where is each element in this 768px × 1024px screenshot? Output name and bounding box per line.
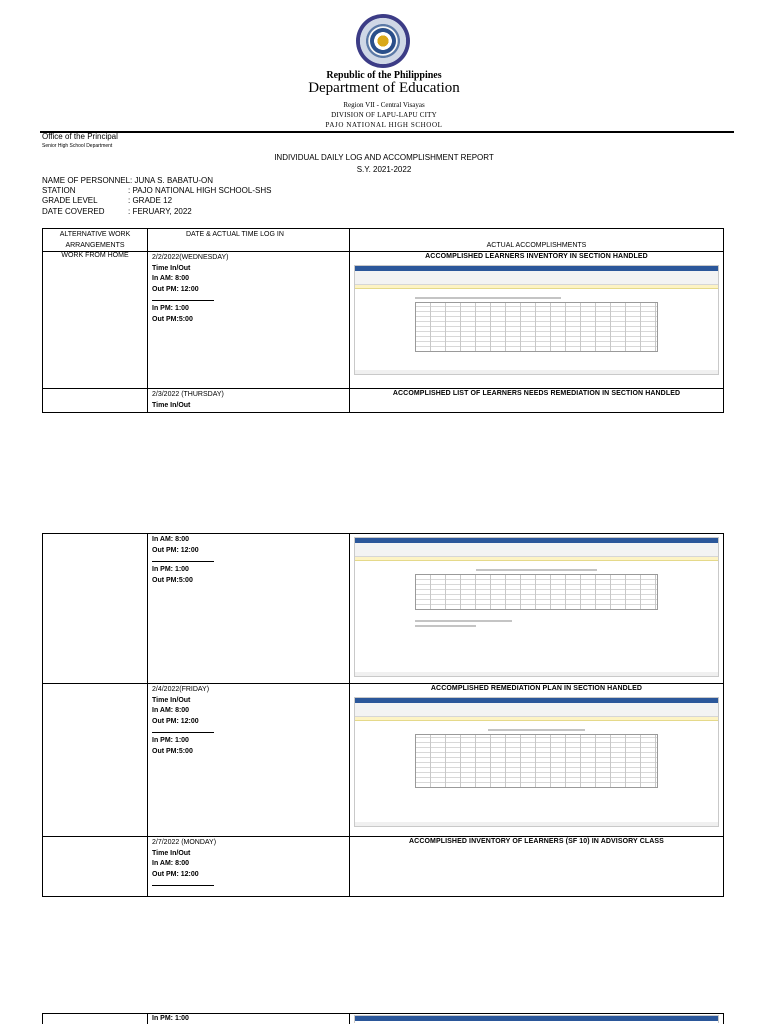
entry-date: 2/7/2022 (MONDAY) bbox=[152, 839, 217, 846]
time-log-cell bbox=[148, 534, 350, 684]
out-pm-noon: Out PM: 12:00 bbox=[152, 546, 199, 554]
info-name-row bbox=[42, 176, 271, 186]
department-title: Department of Education bbox=[308, 80, 460, 96]
in-pm: In PM: 1:00 bbox=[152, 305, 189, 312]
entry-date: 2/2/2022(WEDNESDAY) bbox=[152, 254, 229, 261]
personnel-info bbox=[42, 176, 271, 217]
out-pm-noon: Out PM: 12:00 bbox=[152, 717, 199, 725]
header-arrangement: ALTERNATIVE WORK ARRANGEMENTS bbox=[43, 229, 148, 252]
time-log-cell bbox=[148, 252, 350, 389]
table-header-row bbox=[43, 229, 724, 252]
document-screenshot bbox=[354, 697, 719, 827]
school-line: PAJO NATIONAL HIGH SCHOOL bbox=[325, 121, 443, 129]
entry-date: 2/4/2022(FRIDAY) bbox=[152, 686, 210, 693]
office-block bbox=[42, 132, 118, 149]
log-table-3 bbox=[42, 1013, 724, 1024]
arrangement-cell bbox=[43, 684, 148, 837]
in-pm: In PM: 1:00 bbox=[152, 1015, 189, 1022]
log-table-1 bbox=[42, 228, 724, 413]
document-screenshot bbox=[354, 265, 719, 375]
log-table-2 bbox=[42, 533, 724, 897]
station-value: : PAJO NATIONAL HIGH SCHOOL-SHS bbox=[128, 186, 272, 196]
time-log-cell bbox=[148, 837, 350, 897]
in-am: In AM: 8:00 bbox=[152, 707, 190, 714]
republic-line: Republic of the Philippines bbox=[326, 70, 442, 81]
deped-seal bbox=[356, 14, 410, 68]
info-grade-row bbox=[42, 196, 271, 206]
table-row bbox=[43, 684, 724, 837]
header-accomplishment: ACTUAL ACCOMPLISHMENTS bbox=[350, 229, 724, 252]
accomplishment-text: ACCOMPLISHED LEARNERS INVENTORY IN SECTION HANDLED bbox=[425, 253, 648, 260]
division-line: DIVISION OF LAPU-LAPU CITY bbox=[331, 111, 437, 119]
in-pm: In PM: 1:00 bbox=[152, 737, 189, 744]
time-log-cell bbox=[148, 684, 350, 837]
table-row bbox=[43, 534, 724, 684]
info-station-row bbox=[42, 186, 271, 196]
station-label: STATION bbox=[42, 186, 76, 196]
document-screenshot bbox=[354, 537, 719, 677]
out-pm-five: Out PM:5:00 bbox=[152, 747, 193, 755]
arrangement-cell: WORK FROM HOME bbox=[43, 252, 148, 389]
info-date-row bbox=[42, 207, 271, 217]
date-label: DATE COVERED bbox=[42, 206, 105, 216]
name-value: JUNA S. BABATU-ON bbox=[134, 176, 214, 185]
out-pm-noon: Out PM: 12:00 bbox=[152, 870, 199, 878]
table-row bbox=[43, 837, 724, 897]
accomplishment-cell bbox=[350, 684, 724, 837]
accomplishment-cell bbox=[350, 389, 724, 413]
grade-label: GRADE LEVEL bbox=[42, 196, 98, 206]
document-screenshot bbox=[354, 1015, 719, 1023]
arrangement-cell bbox=[43, 534, 148, 684]
accomplishment-cell bbox=[350, 837, 724, 897]
out-pm-noon: Out PM: 12:00 bbox=[152, 285, 199, 293]
office-title: Office of the Principal bbox=[42, 132, 118, 141]
date-value: : FERUARY, 2022 bbox=[128, 206, 192, 216]
accomplishment-text: ACCOMPLISHED INVENTORY OF LEARNERS (SF 10) IN ADVISORY CLASS bbox=[409, 838, 664, 845]
arrangement-cell bbox=[43, 389, 148, 413]
in-pm: In PM: 1:00 bbox=[152, 566, 189, 573]
office-subtitle: Senior High School Department bbox=[42, 143, 113, 149]
time-log-cell bbox=[148, 1014, 350, 1024]
in-am: In AM: 8:00 bbox=[152, 536, 190, 543]
time-log-cell bbox=[148, 389, 350, 413]
accomplishment-cell bbox=[350, 252, 724, 389]
accomplishment-text: ACCOMPLISHED REMEDIATION PLAN IN SECTION HANDLED bbox=[430, 685, 643, 692]
time-in-out-label: Time In/Out bbox=[152, 849, 191, 857]
header-divider bbox=[40, 131, 734, 133]
table-row bbox=[43, 389, 724, 413]
arrangement-cell bbox=[43, 1014, 148, 1024]
time-in-out-label: Time In/Out bbox=[152, 264, 191, 272]
report-title: INDIVIDUAL DAILY LOG AND ACCOMPLISHMENT REPORT bbox=[274, 153, 494, 162]
time-in-out-label: Time In/Out bbox=[152, 401, 191, 409]
table-row bbox=[43, 1014, 724, 1024]
school-year: S.Y. 2021-2022 bbox=[356, 165, 412, 174]
out-pm-five: Out PM:5:00 bbox=[152, 315, 193, 323]
entry-date: 2/3/2022 (THURSDAY) bbox=[152, 391, 224, 398]
arrangement-cell bbox=[43, 837, 148, 897]
in-am: In AM: 8:00 bbox=[152, 860, 190, 867]
header-date: DATE & ACTUAL TIME LOG IN bbox=[148, 229, 350, 252]
grade-value: : GRADE 12 bbox=[128, 196, 173, 206]
name-label: NAME OF PERSONNEL: bbox=[42, 176, 133, 185]
out-pm-five: Out PM:5:00 bbox=[152, 576, 193, 584]
table-row bbox=[43, 252, 724, 389]
accomplishment-cell bbox=[350, 1014, 724, 1024]
time-in-out-label: Time In/Out bbox=[152, 696, 191, 704]
accomplishment-text: ACCOMPLISHED LIST OF LEARNERS NEEDS REMEDIATION IN SECTION HANDLED bbox=[392, 390, 681, 397]
in-am: In AM: 8:00 bbox=[152, 275, 190, 282]
region-line: Region VII - Central Visayas bbox=[343, 101, 425, 109]
accomplishment-cell bbox=[350, 534, 724, 684]
